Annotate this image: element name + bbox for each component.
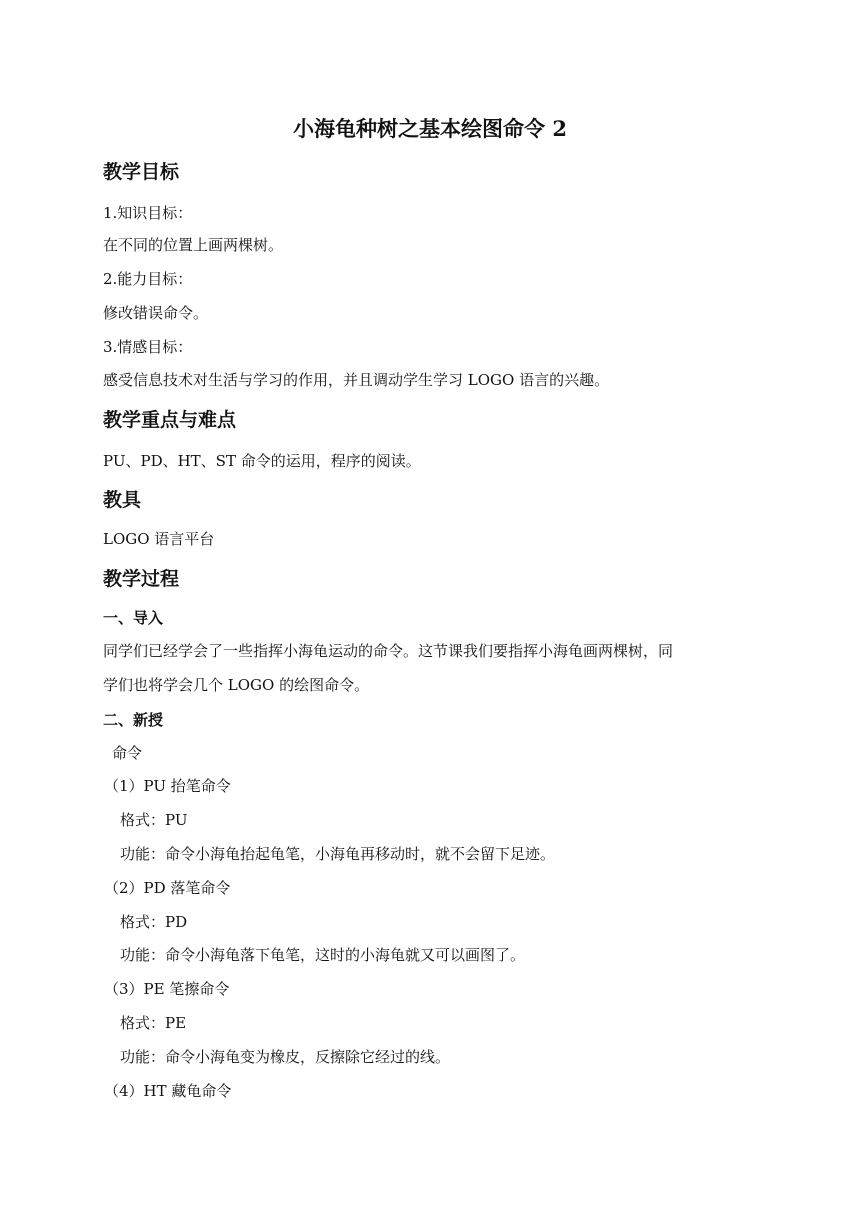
heading-intro: 一、导入	[103, 609, 164, 627]
goal-ability-text: 修改错误命令。	[103, 304, 209, 322]
goal-knowledge-text: 在不同的位置上画两棵树。	[103, 236, 284, 254]
goal-ability-label: 2.能力目标：	[103, 270, 193, 288]
heading-teaching-process: 教学过程	[103, 568, 180, 590]
goal-emotion-text: 感受信息技术对生活与学习的作用，并且调动学生学习 LOGO 语言的兴趣。	[103, 371, 610, 389]
command-pe-name: （3）PE 笔擦命令	[104, 980, 230, 998]
commands-label: 命令	[112, 744, 143, 762]
heading-new-lesson: 二、新授	[103, 711, 164, 729]
command-pu-function: 功能：命令小海龟抬起龟笔，小海龟再移动时，就不会留下足迹。	[120, 845, 556, 863]
intro-line-1: 同学们已经学会了一些指挥小海龟运动的命令。这节课我们要指挥小海龟画两棵树，同	[103, 642, 674, 660]
command-pe-format: 格式：PE	[120, 1014, 187, 1032]
heading-tools: 教具	[103, 489, 142, 511]
goal-emotion-label: 3.情感目标：	[103, 338, 193, 356]
goal-knowledge-label: 1.知识目标：	[103, 204, 193, 222]
intro-line-2: 学们也将学会几个 LOGO 的绘图命令。	[103, 676, 370, 694]
command-pd-name: （2）PD 落笔命令	[104, 879, 231, 897]
heading-key-points: 教学重点与难点	[103, 409, 237, 431]
key-points-text: PU、PD、HT、ST 命令的运用，程序的阅读。	[103, 452, 421, 470]
command-ht-name: （4）HT 藏龟命令	[104, 1082, 232, 1100]
command-pe-function: 功能：命令小海龟变为橡皮，反擦除它经过的线。	[120, 1048, 451, 1066]
command-pd-format: 格式：PD	[120, 913, 188, 931]
heading-teaching-goals: 教学目标	[103, 161, 180, 183]
tools-text: LOGO 语言平台	[103, 530, 215, 548]
command-pd-function: 功能：命令小海龟落下龟笔，这时的小海龟就又可以画图了。	[120, 946, 526, 964]
document-title: 小海龟种树之基本绘图命令 2	[293, 116, 567, 141]
command-pu-name: （1）PU 抬笔命令	[104, 777, 231, 795]
command-pu-format: 格式：PU	[120, 811, 188, 829]
